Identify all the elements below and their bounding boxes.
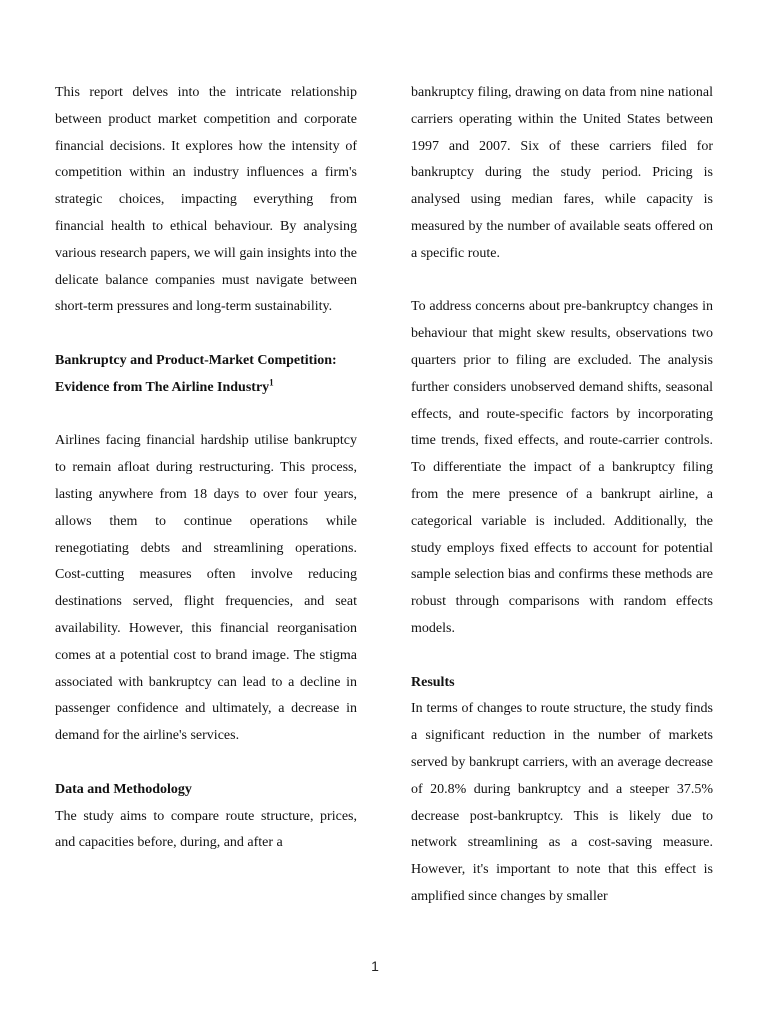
results-paragraph: In terms of changes to route structure, the study finds a significant reduction in the number of markets served by bankrupt carriers, with an average decrease of 20.8% during bankruptcy and a steeper 37.5% decrease post-bankruptcy. This is likely due to network streamlining as a cost-saving measure. However, it's important to note that this effect is amplified since changes by smaller	[411, 701, 713, 904]
results-heading: Results	[411, 674, 455, 690]
page-number: 1	[371, 958, 379, 974]
section-heading	[55, 348, 357, 402]
left-column	[55, 80, 357, 857]
methodology-continued-paragraph: bankruptcy filing, drawing on data from nine national carriers operating within the United States between 1997 and 2007. Six of these carriers filed for bankruptcy during the study period. Pricing is analysed using median fares, while capacity is measured by the number of available seats offered on a specific route.	[411, 85, 713, 261]
concerns-paragraph: To address concerns about pre-bankruptcy changes in behaviour that might skew results, observations two quarters prior to filing are excluded. The analysis further considers unobserved demand shifts, seasonal effects, and route-specific factors by incorporating time trends, fixed effects, and route-carrier controls. To differentiate the impact of a bankruptcy filing from the mere presence of a bankrupt airline, a categorical variable is included. Additionally, the study employs fixed effects to account for potential sample selection bias and confirms these methods are robust through comparisons with random effects models.	[411, 299, 713, 636]
footnote-marker[interactable]: 1	[269, 377, 274, 388]
methodology-heading: Data and Methodology	[55, 781, 192, 797]
section-heading-text: Bankruptcy and Product-Market Competition: Evidence from The Airline Industry	[55, 352, 337, 395]
methodology-paragraph: The study aims to compare route structure, prices, and capacities before, during, and after a	[55, 808, 357, 851]
right-column	[411, 80, 713, 911]
intro-paragraph: This report delves into the intricate relationship between product market competition and corporate financial decisions. It explores how the intensity of competition within an industry influences a firm's strategic choices, impacting everything from financial health to ethical behaviour. By analysing various research papers, we will gain insights into the delicate balance companies must navigate between short-term pressures and long-term sustainability.	[55, 85, 357, 315]
airlines-paragraph: Airlines facing financial hardship utilise bankruptcy to remain afloat during restructuring. This process, lasting anywhere from 18 days to over four years, allows them to continue operations while renegotiating debts and streamlining operations. Cost-cutting measures often involve reducing destinations served, flight frequencies, and seat availability. However, this financial reorganisation comes at a potential cost to brand image. The stigma associated with bankruptcy can lead to a decline in passenger confidence and ultimately, a decrease in demand for the airline's services.	[55, 433, 357, 744]
